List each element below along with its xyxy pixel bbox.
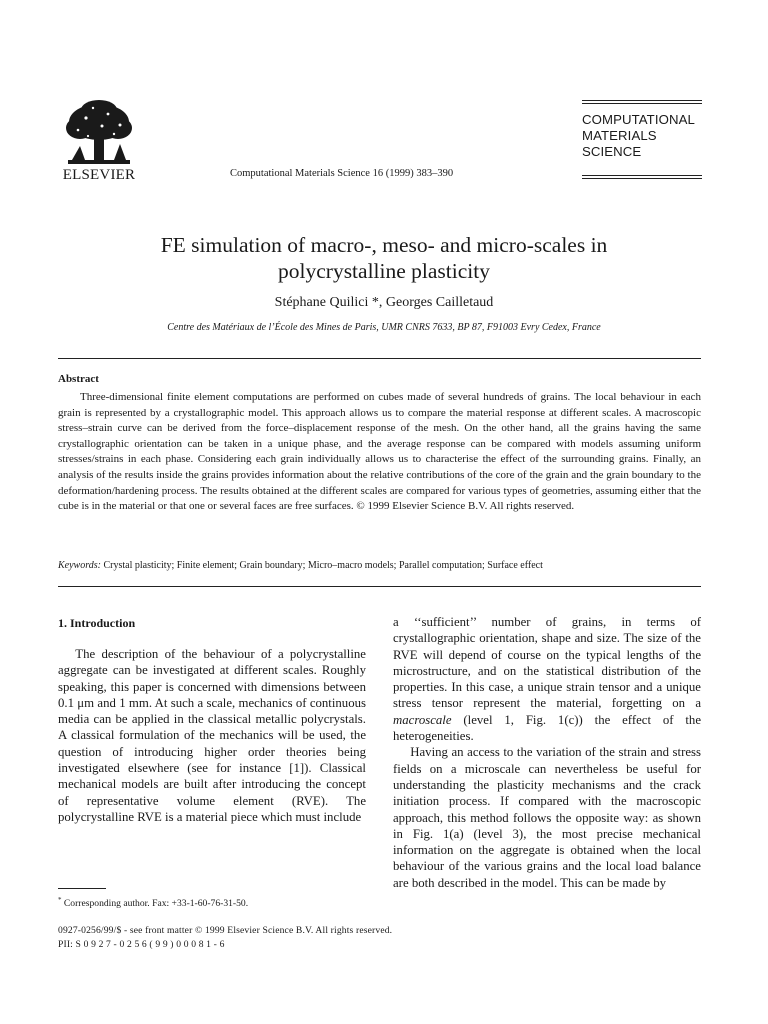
journal-masthead-line: MATERIALS: [582, 128, 657, 143]
masthead-rule-top: [582, 100, 702, 101]
title-line: polycrystalline plasticity: [278, 259, 490, 283]
paragraph: Having an access to the variation of the strain and stress fields on a microscale can nevertheless be useful for understanding the plasticity mechanisms and the crack initiation process. If compared with the macroscopic approach, this method follows the opposite way: as shown in Fig. 1(a) (level 3), the most precise mechanical information on the aggregate is obtained when the local behaviour of the various grains and the local load balance are both described in the model. This can be made by: [393, 745, 701, 890]
abstract-heading: Abstract: [58, 373, 99, 385]
journal-masthead-line: COMPUTATIONAL: [582, 112, 695, 127]
right-column: [393, 614, 701, 891]
abstract-text: Three-dimensional finite element computations are performed on cubes made of several hundreds of grains. The local behaviour in each grain is represented by a crystallographic model. This approach allows us to compare the material response at different scales. A macroscopic stress–strain curve can be derived from the force–displacement response of the mesh. On the other hand, all the grains having the same crystallographic orientation can be taken in a unique phase, and the average response can be compared with models assuming uniform stresses/strains in each phase. Considering each grain individually allows us to characterise the effect of the surrounding grains. Finally, an analysis of the results inside the grains provides information about the relative contributions of the core of the grain and the grain boundary to the deformation/hardening process. The results obtained at the different scales are compared for various types of geometries, assuming either that the cube is in the material or that one or several faces are free surfaces. © 1999 Elsevier Science B.V. All rights reserved.: [58, 391, 701, 513]
footnote: [58, 896, 248, 909]
keywords: [58, 560, 701, 571]
elsevier-tree-logo: [58, 98, 140, 170]
journal-masthead-line: SCIENCE: [582, 144, 642, 159]
keywords-label: Keywords:: [58, 560, 101, 571]
journal-masthead: [582, 112, 695, 160]
divider: [58, 358, 701, 359]
paper-title: [0, 232, 768, 284]
title-line: FE simulation of macro-, meso- and micro-scales in: [160, 233, 608, 257]
footnote-text: Corresponding author. Fax: +33-1-60-76-31-50.: [63, 898, 249, 910]
paragraph: The description of the behaviour of a polycrystalline aggregate can be investigated at different scales. Roughly speaking, this paper is concerned with dimensions between 0.1 μm and 1 mm. At such a scale, mechanics of continuous media can be applied in the classical metallic polycrystals. A classical formulation of the mechanics will be used, the question of introducing higher order theories being investigated elsewhere (see for instance [1]). Classical mechanical models are built after introducing the concept of representative volume element (RVE). The polycrystalline RVE is a material piece which must include: [58, 647, 366, 824]
pii-line: PII: S 0 9 2 7 - 0 2 5 6 ( 9 9 ) 0 0 0 8 1 - 6: [58, 939, 225, 950]
section-heading: 1. Introduction: [58, 616, 136, 630]
emphasis: macroscale: [393, 712, 452, 727]
masthead-rule-bottom: [582, 175, 702, 176]
journal-citation: Computational Materials Science 16 (1999) 383–390: [230, 168, 454, 179]
affiliation: Centre des Matériaux de l’École des Mines de Paris, UMR CNRS 7633, BP 87, F91003 Evry Cedex, France: [167, 322, 601, 333]
authors: Stéphane Quilici *, Georges Cailletaud: [274, 295, 494, 310]
keywords-text: Crystal plasticity; Finite element; Grain boundary; Micro–macro models; Parallel computation; Surface effect: [103, 560, 543, 571]
publisher-name: ELSEVIER: [62, 167, 136, 183]
divider: [58, 586, 701, 587]
footnote-mark: *: [58, 896, 62, 904]
masthead-rule-bottom-2: [582, 178, 702, 179]
paragraph: [393, 614, 701, 744]
masthead-rule-top-2: [582, 103, 702, 104]
paragraph-text: a ‘‘sufficient’’ number of grains, in terms of crystallographic orientation, shape and size. The size of the RVE will depend of course on the typical lengths of the microstructure, and on the statistical distribution of the properties. In this case, a unique strain tensor and a unique stress tensor represent the material, forgetting on a: [393, 615, 701, 711]
left-column: [58, 646, 366, 825]
copyright-line: 0927-0256/99/$ - see front matter © 1999 Elsevier Science B.V. All rights reserved.: [58, 925, 393, 936]
paragraph-text: (level 1, Fig. 1(c)) the effect of the heterogeneities.: [393, 712, 701, 744]
footnote-rule: [58, 888, 106, 889]
